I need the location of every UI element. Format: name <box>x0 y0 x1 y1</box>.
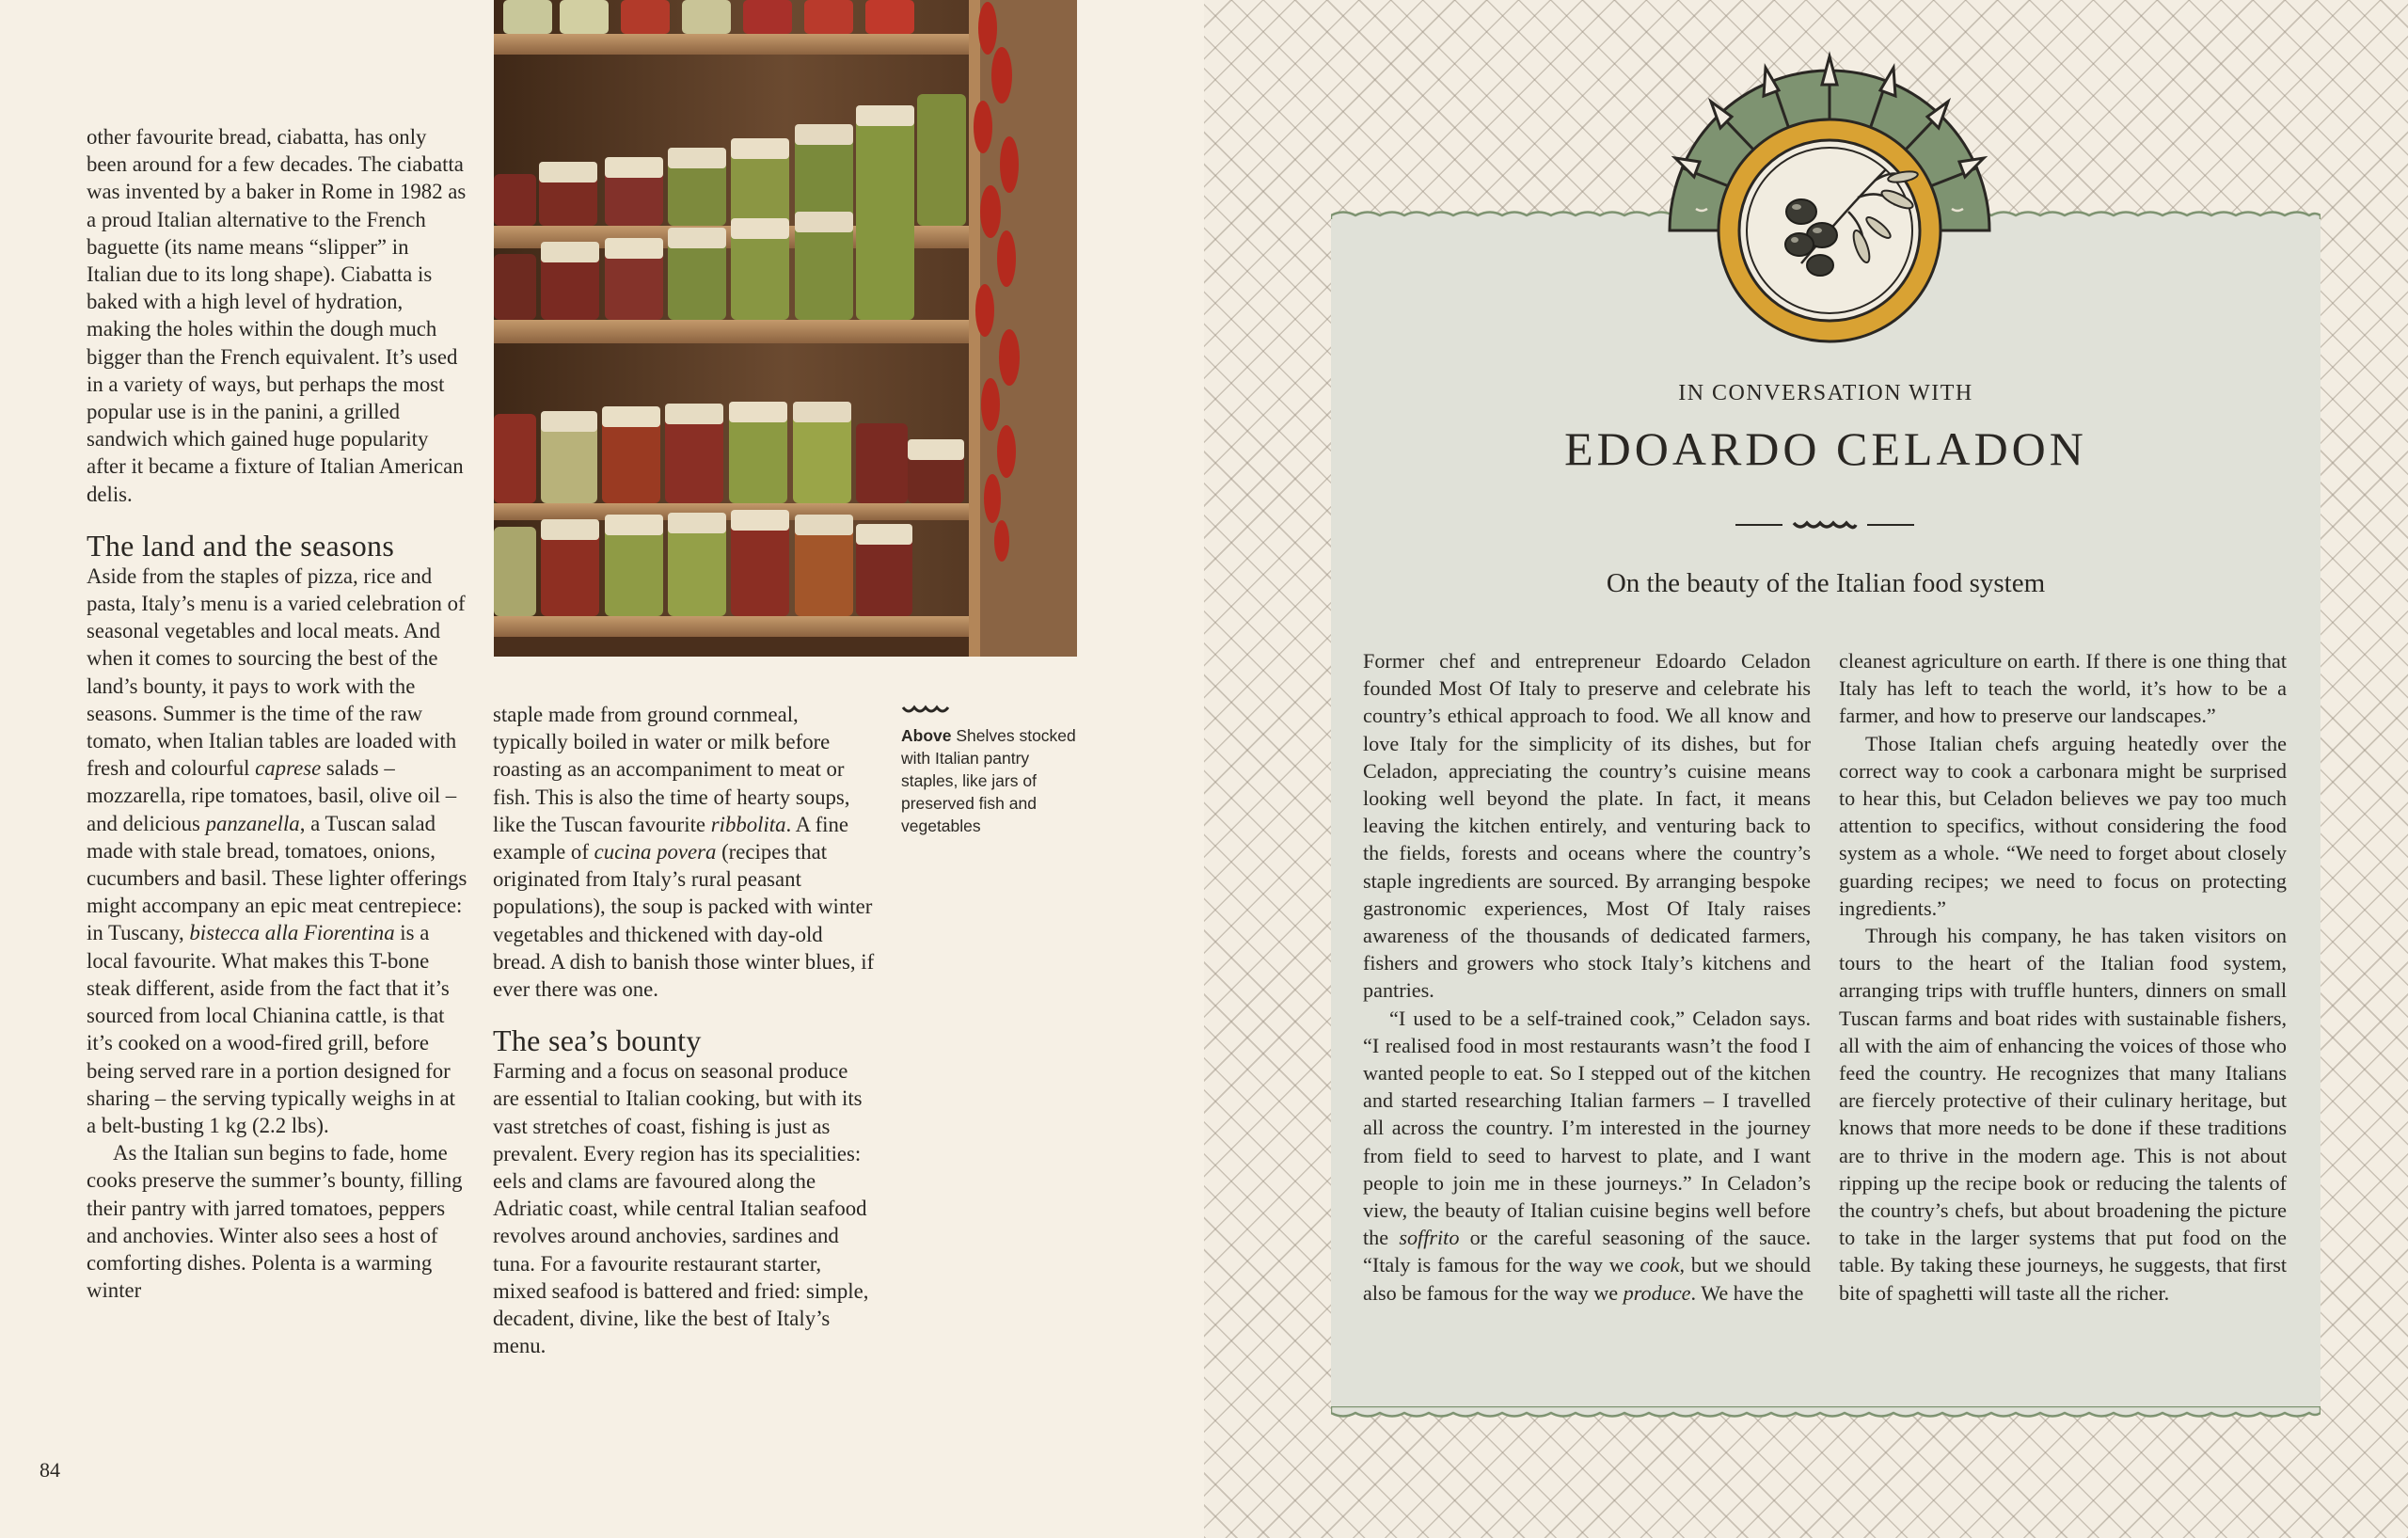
interviewee-name: EDOARDO CELADON <box>1564 422 2087 475</box>
land-paragraph-1: Aside from the staples of pizza, rice and pasta, Italy’s menu is a varied celebration of seasonal vegetables and local meats. And when it comes to sourcing the best of the land’s bounty, it pays to work with the seasons. Summer is the time of the raw tomato, when Italian tables are loaded with fresh and colourful caprese salads – mozzarella, ripe tomatoes, basil, olive oil – and delicious panzanella, a Tuscan salad made with stale bread, tomatoes, onions, cucumbers and basil. These lighter offerings might accompany an epic meat centrepiece: in Tuscany, bistecca alla Fiorentina is a local favourite. What makes this T-bone steak different, aside from the fact that it’s sourced from local Chianina cattle, is that it’s cooked on a wood-fired grill, before being served rare in a portion designed for sharing – the serving typically weighs in at a belt-busting 1 kg (2.2 lbs). <box>87 563 467 1137</box>
sea-paragraph: Farming and a focus on seasonal produce are essential to Italian cooking, but with its vast stretches of coast, fishing is just as prevalent. Every region has its specialities: eels and clams are favoured along the Adriatic coast, while central Italian seafood revolves around anchovies, sardines and tuna. For a favourite restaurant starter, mixed seafood is battered and fried: simple, decadent, divine, like the best of Italy’s menu. <box>493 1059 869 1358</box>
panel-scallop-bottom <box>1331 1406 2321 1419</box>
section-heading-sea: The sea’s bounty <box>493 1023 702 1058</box>
section-heading-land: The land and the seasons <box>87 528 395 563</box>
interview-column-1 <box>1363 647 1811 1307</box>
intro-paragraph: other favourite bread, ciabatta, has only been around for a few decades. The ciabatta was invented by a baker in Rome in 1982 as a proud Italian alternative to the French baguette (its name means “slipper” in Italian due to its long shape). Ciabatta is baked with a high level of hydration, making the holes within the dough much bigger than the French equivalent. It’s used in a variety of ways, but perhaps the most popular use is in the panini, a grilled sandwich which gained huge popularity after it became a fixture of Italian American delis. <box>87 125 467 506</box>
land-paragraph-2: As the Italian sun begins to fade, home cooks preserve the summer’s bounty, filling their pantry with jarred tomatoes, peppers and anchovies. Winter also sees a host of comforting dishes. Polenta is a warming winter <box>87 1141 463 1303</box>
wave-ornament-icon <box>901 704 950 717</box>
interview-paragraph-1: Former chef and entrepreneur Edoardo Celadon founded Most Of Italy to preserve and celebrate his country’s ethical approach to food. We all know and love Italy for the simplicity of its dishes, but for Celadon, appreciating the country’s cuisine means looking well beyond the plate. In fact, it means leaving the kitchen entirely, and venturing back to the fields, forests and oceans where the country’s staple ingredients are sourced. By arranging bespoke gastronomic experiences, Most Of Italy raises awareness of the thousands of dedicated farmers, fishers and growers who stock Italy’s kitchens and pantries. <box>1363 649 1811 1003</box>
interview-paragraph-3: cleanest agriculture on earth. If there is one thing that Italy has left to teach the world, it’s how to be a farmer, and how to preserve our landscapes.” <box>1839 649 2287 728</box>
interview-paragraph-5: Through his company, he has taken visitors on tours to the heart of the Italian food system, arranging trips with truffle hunters, dinners on small Tuscan farms and boat rides with sustainable fishers, all with the aim of enhancing the voices of those who feed the country. He recognizes that many Italians are fiercely protective of their culinary heritage, but knows that more needs to be done if these traditions are to thrive in the modern age. This is not about ripping up the recipe book or reducing the talents of the country’s chefs, but about broadening the picture to take in the larger systems that put food on the table. By taking these journeys, he suggests, that first bite of spaghetti will taste all the richer. <box>1839 924 2287 1305</box>
interview-kicker: IN CONVERSATION WITH <box>1678 381 1973 405</box>
left-column-2 <box>493 701 879 1359</box>
olive-branch-emblem-icon <box>1660 47 1999 348</box>
interview-subtitle: On the beauty of the Italian food system <box>1606 568 2046 598</box>
photo-caption <box>901 704 1080 837</box>
wave-divider-icon <box>1735 515 1914 534</box>
interview-paragraph-2: “I used to be a self-trained cook,” Celadon says. “I realised food in most restaurants wasn’t the food I wanted people to eat. So I stepped out of the kitchen and started researching Italian farmers – I travelled all across the country. I’m interested in the journey from field to seed to harvest to plate, and I want people to join me in these journeys.” In Celadon’s view, the beauty of Italian cuisine begins well before the soffrito or the careful seasoning of the sauce. “Italy is famous for the way we cook, but we should also be famous for the way we produce. We have the <box>1363 1006 1811 1305</box>
left-column-1 <box>87 123 467 1304</box>
interview-paragraph-4: Those Italian chefs arguing heatedly over the correct way to cook a carbonara might be surprised to hear this, but Celadon believes we pay too much attention to specifics, without considering the food system as a whole. “We need to forget about closely guarding recipes; we need to focus on protecting ingredients.” <box>1839 731 2287 920</box>
polenta-paragraph: staple made from ground cornmeal, typically boiled in water or milk before roasting as an accompaniment to meat or fish. This is also the time of hearty soups, like the Tuscan favourite ribbolita. A fine example of cucina povera (recipes that originated from Italy’s rural peasant populations), the soup is packed with winter vegetables and thickened with day-old bread. A dish to banish those winter blues, if ever there was one. <box>493 703 875 1002</box>
page-number: 84 <box>40 1458 60 1482</box>
caption-text: Shelves stocked with Italian pantry staples, like jars of preserved fish and vegetables <box>901 726 1076 835</box>
interview-column-2 <box>1839 647 2287 1307</box>
pantry-shelves-photo <box>494 0 1077 657</box>
caption-label: Above <box>901 726 952 745</box>
